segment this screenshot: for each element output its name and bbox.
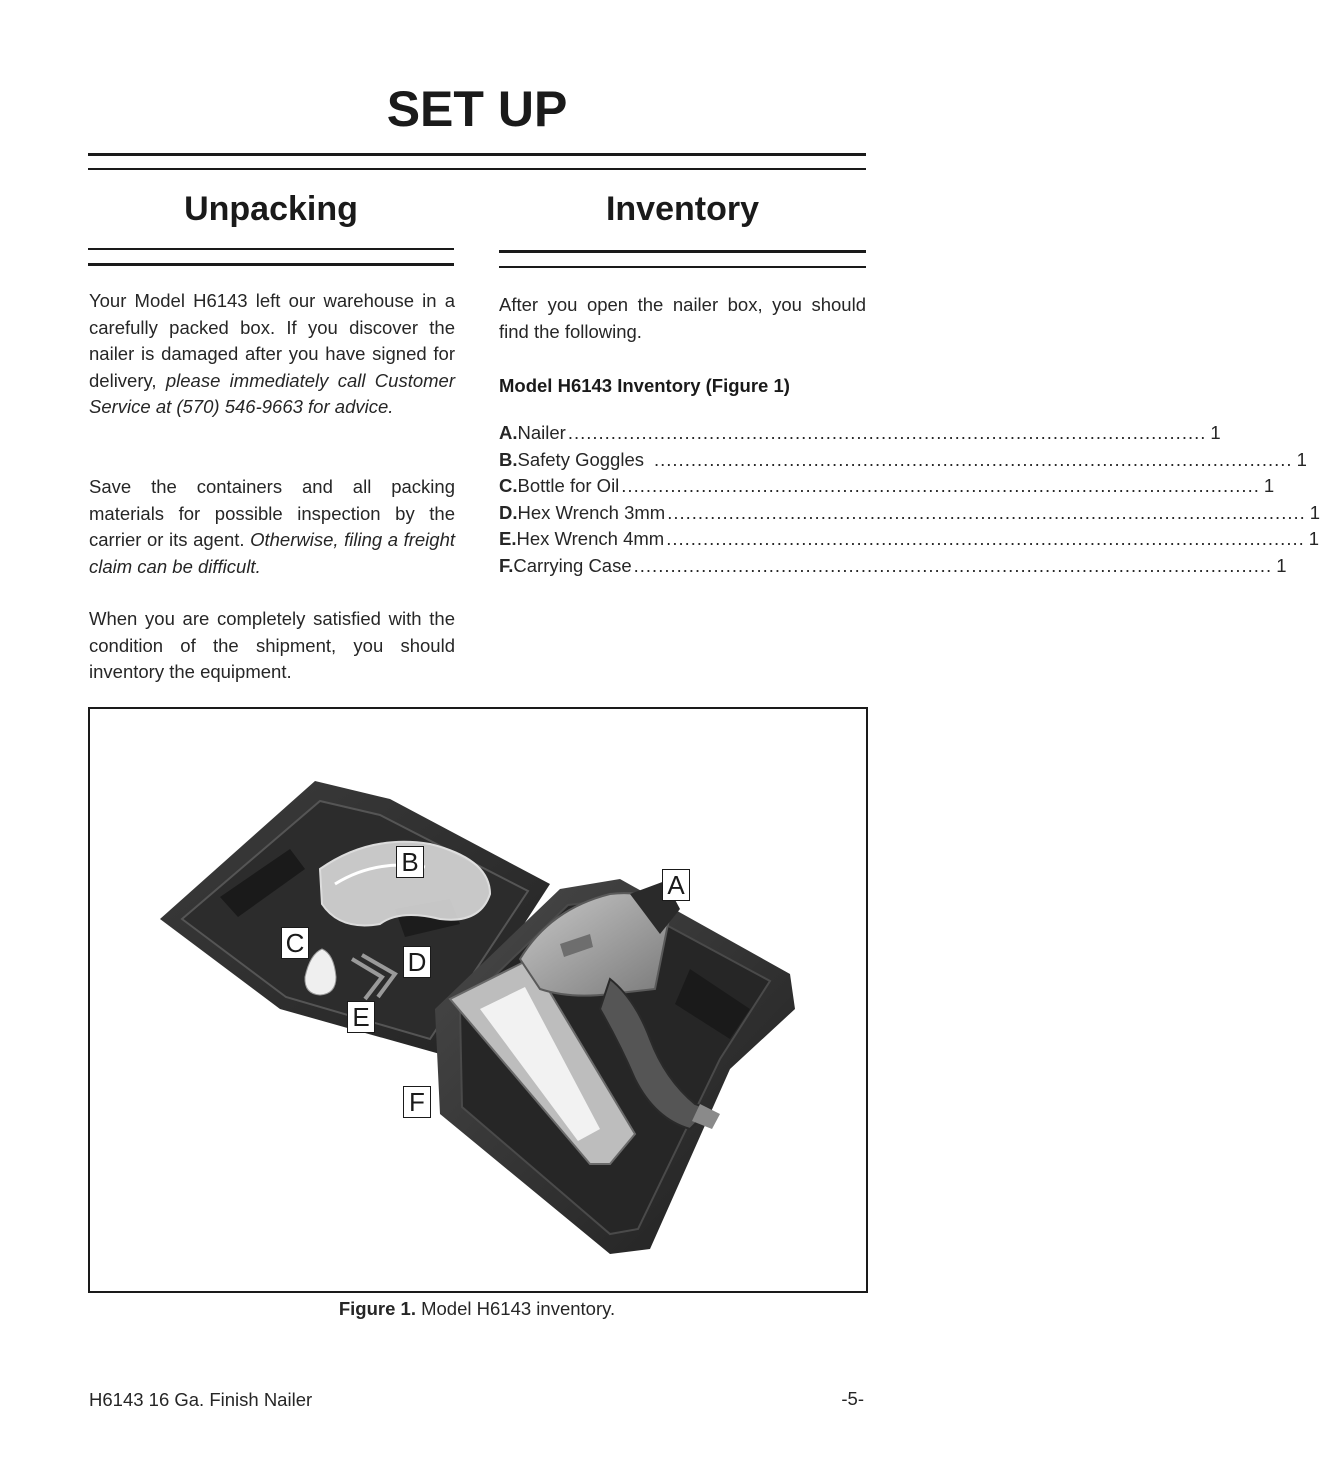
inventory-heading: Model H6143 Inventory (Figure 1) (499, 375, 790, 396)
unpacking-p1-plain: Your Model H6143 left our warehouse in a carefully packed box. If you discover the nailer is damaged after you have signed for delivery, (89, 290, 455, 391)
callout-b: B (396, 846, 424, 878)
unpacking-p2-plain: Save the containers and all packing materials for possible inspection by the carrier or its agent. (89, 476, 455, 550)
item-letter: F. (499, 554, 514, 576)
item-qty: 1 (1263, 475, 1275, 497)
item-qty: 1 (1276, 554, 1287, 576)
caption-text: Model H6143 inventory. (415, 1298, 616, 1319)
leader-dots: ........................................................................................................ (567, 422, 1207, 443)
inventory-intro: After you open the nailer box, you should find the following. (499, 294, 866, 342)
inventory-title: Inventory (605, 190, 760, 228)
leader-dots: ........................................................................................................ (633, 554, 1273, 576)
unpacking-p2-italic: Otherwise, filing a freight claim can be difficult. (89, 529, 455, 577)
item-qty: 1 (1308, 528, 1320, 550)
unpacking-rule-bottom (88, 263, 454, 266)
item-qty: 1 (1309, 501, 1320, 523)
inventory-rule-bottom (499, 266, 866, 268)
inventory-photo (90, 709, 866, 1291)
list-item (499, 448, 1307, 476)
figure-caption (0, 1298, 954, 1320)
callout-c: C (281, 927, 309, 959)
caption-label: Figure 1. (338, 1298, 416, 1319)
footer-title: H6143 16 Ga. Finish Nailer (89, 1389, 313, 1410)
leader-dots: ........................................................................................................ (621, 475, 1260, 497)
figure-frame (88, 707, 868, 1293)
callout-a: A (662, 869, 690, 901)
item-letter: D. (499, 501, 518, 523)
leader-dots: ........................................................................................................ (654, 448, 1293, 470)
leader-dots: ........................................................................................................ (667, 501, 1306, 523)
inventory-list (499, 422, 1320, 582)
callout-d: D (403, 946, 431, 978)
title-rule-bottom (88, 168, 866, 170)
item-name: Hex Wrench 4mm (516, 528, 665, 550)
inventory-rule-top (499, 250, 866, 253)
callout-f: F (403, 1086, 431, 1118)
list-item (499, 422, 1221, 449)
title-rule-top (88, 153, 866, 156)
unpacking-rule-top (88, 248, 454, 250)
unpacking-p1-italic: please immediately call Customer Service at (570) 546-9663 for advice. (89, 369, 455, 417)
item-letter: B. (499, 448, 518, 470)
list-item (499, 501, 1320, 529)
unpacking-paragraph-3: When you are completely satisfied with the condition of the shipment, you should inventory the equipment. (89, 608, 455, 682)
page-number: -5- (841, 1388, 864, 1409)
item-name: Hex Wrench 3mm (517, 501, 666, 523)
item-letter: C. (499, 475, 518, 497)
leader-dots: ........................................................................................................ (666, 528, 1305, 550)
unpacking-paragraph-1 (89, 288, 455, 421)
item-letter: A. (499, 422, 518, 443)
item-qty: 1 (1296, 448, 1307, 470)
callout-e: E (347, 1001, 375, 1033)
item-name: Nailer (517, 422, 566, 443)
item-name: Carrying Case (513, 554, 632, 576)
list-item (499, 528, 1320, 555)
page-title: SET UP (386, 81, 568, 137)
item-letter: E. (499, 528, 517, 550)
list-item (499, 475, 1275, 502)
unpacking-title: Unpacking (184, 190, 358, 228)
unpacking-paragraph-2 (89, 474, 455, 580)
item-qty: 1 (1210, 422, 1221, 443)
list-item (499, 554, 1287, 582)
item-name: Bottle for Oil (517, 475, 620, 497)
item-name: Safety Goggles (517, 448, 644, 470)
